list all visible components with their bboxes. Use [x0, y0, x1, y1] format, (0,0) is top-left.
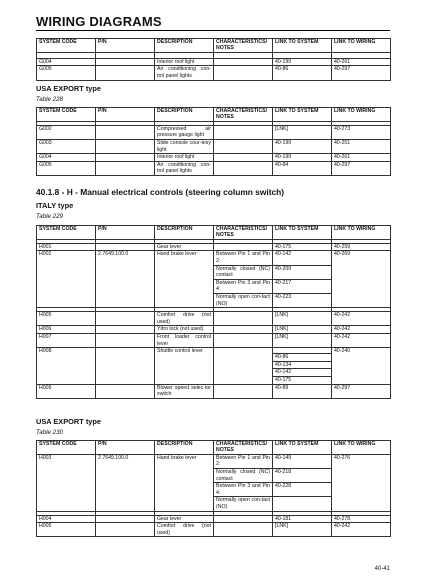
- col-header: P/N: [96, 441, 155, 455]
- col-header: SYSTEM CODE: [37, 441, 96, 455]
- cell-pn: [96, 333, 155, 347]
- table-row: [37, 251, 391, 265]
- cell-notes: [214, 243, 273, 251]
- cell-notes: [214, 523, 273, 537]
- cell-wiring: 40-259: [332, 243, 391, 251]
- table-row: [37, 515, 391, 523]
- cell-pn: [96, 523, 155, 537]
- cell-sys: 40-89: [273, 384, 332, 398]
- col-header: LINK TO SYSTEM: [273, 226, 332, 240]
- table-row: [37, 161, 391, 175]
- table-header: [37, 39, 391, 53]
- cell-sys: 40-149: [273, 454, 332, 468]
- cell-wiring: 40-276: [332, 454, 391, 511]
- cell-sys: 40-181: [273, 515, 332, 523]
- cell-sys: 40-218: [273, 469, 332, 483]
- cell-desc: Interior roof light: [155, 58, 214, 66]
- table-row: [37, 66, 391, 80]
- usa-export-heading: USA EXPORT type: [36, 84, 102, 93]
- section-title: 40.1.8 - H - Manual electrical controls (steering column switch): [36, 187, 285, 197]
- cell-notes: Between Pin 1 and Pin 2:: [214, 251, 273, 265]
- cell-sys: 40-199: [273, 58, 332, 66]
- cell-wiring: 40-242: [332, 326, 391, 334]
- cell-wiring: 40-240: [332, 348, 391, 384]
- table-label: Table 229: [36, 213, 63, 220]
- page-title: WIRING DIAGRAMS: [36, 14, 162, 29]
- table-230: [36, 440, 391, 537]
- cell-sys: [LNK]: [273, 326, 332, 334]
- cell-desc: Comfort drive (not used): [155, 312, 214, 326]
- cell-sys: 40-86: [273, 66, 332, 80]
- col-header: LINK TO SYSTEM: [273, 108, 332, 122]
- table-header: [37, 108, 391, 122]
- cell-wiring: 40-261: [332, 154, 391, 162]
- cell-sys: 40-175: [273, 243, 332, 251]
- cell-code: H007: [37, 333, 96, 347]
- cell-desc: Ydro lock (not used): [155, 326, 214, 334]
- table-row: [37, 154, 391, 162]
- cell-sys: [273, 497, 332, 511]
- cell-pn: [96, 243, 155, 251]
- col-header: CHARACTERISTICS/ NOTES: [214, 108, 273, 122]
- cell-code: G002: [37, 125, 96, 139]
- cell-code: H005: [37, 523, 96, 537]
- cell-wiring: 40-251: [332, 140, 391, 154]
- cell-sys: 40-142: [273, 251, 332, 265]
- col-header: P/N: [96, 108, 155, 122]
- col-header: LINK TO WIRING: [332, 39, 391, 53]
- cell-desc: Front loader control lever: [155, 333, 214, 347]
- table-row: [37, 523, 391, 537]
- cell-notes: [214, 312, 273, 326]
- cell-code: G005: [37, 66, 96, 80]
- cell-pn: [96, 348, 155, 384]
- cell-notes: [214, 140, 273, 154]
- cell-wiring: 40-261: [332, 58, 391, 66]
- table-row: [37, 312, 391, 326]
- cell-code: H006: [37, 326, 96, 334]
- cell-code: G004: [37, 58, 96, 66]
- cell-desc: Shuttle control lever: [155, 348, 214, 384]
- table-row: [37, 140, 391, 154]
- cell-notes: Between Pin 3 and Pin 4:: [214, 279, 273, 293]
- col-header: CHARACTERISTICS/ NOTES: [214, 226, 273, 240]
- cell-pn: [96, 154, 155, 162]
- cell-code: H002: [37, 251, 96, 308]
- cell-code: H003: [37, 454, 96, 511]
- cell-sys: 40-199: [273, 154, 332, 162]
- cell-notes: Between Pin 3 and Pin 4:: [214, 483, 273, 497]
- col-header: LINK TO WIRING: [332, 226, 391, 240]
- cell-pn: [96, 312, 155, 326]
- cell-desc: Hand brake lever: [155, 454, 214, 511]
- cell-notes: [214, 161, 273, 175]
- table-row: [37, 454, 391, 468]
- table-row: [37, 243, 391, 251]
- cell-notes: [214, 515, 273, 523]
- cell-notes: Normally closed (NC) contact: [214, 469, 273, 483]
- table-row: [37, 326, 391, 334]
- cell-desc: Air conditioning con-trol panel lights: [155, 161, 214, 175]
- cell-desc: Blower speed selec-tor switch: [155, 384, 214, 398]
- cell-sys: 40-84: [273, 161, 332, 175]
- table-header: [37, 441, 391, 455]
- col-header: P/N: [96, 226, 155, 240]
- col-header: LINK TO SYSTEM: [273, 441, 332, 455]
- cell-sys: 40-199: [273, 140, 332, 154]
- table-label: Table 228: [36, 96, 63, 103]
- cell-wiring: 40-297: [332, 66, 391, 80]
- table-row: [37, 348, 391, 354]
- cell-wiring: 40-242: [332, 523, 391, 537]
- cell-code: H005: [37, 312, 96, 326]
- table-continued: [36, 38, 391, 81]
- cell-desc: Interior roof light: [155, 154, 214, 162]
- cell-sys: [LNK]: [273, 523, 332, 537]
- cell-desc: Compressed air pressure gauge light: [155, 125, 214, 139]
- table-229: [36, 225, 391, 399]
- table-header: [37, 226, 391, 240]
- col-header: P/N: [96, 39, 155, 53]
- cell-pn: 2.7649.100.0: [96, 454, 155, 511]
- table-228: [36, 107, 391, 176]
- cell-wiring: 40-269: [332, 251, 391, 308]
- cell-wiring: 40-273: [332, 125, 391, 139]
- table-row: [37, 58, 391, 66]
- table-row: [37, 384, 391, 398]
- table-row: [37, 125, 391, 139]
- col-header: SYSTEM CODE: [37, 108, 96, 122]
- cell-notes: [214, 348, 273, 384]
- cell-pn: [96, 140, 155, 154]
- cell-wiring: 40-297: [332, 161, 391, 175]
- cell-pn: 2.7649.100.0: [96, 251, 155, 308]
- cell-sys: 40-175: [273, 376, 332, 384]
- cell-desc: Comfort drive (not used): [155, 523, 214, 537]
- cell-notes: [214, 125, 273, 139]
- cell-code: H009: [37, 384, 96, 398]
- cell-wiring: 40-297: [332, 384, 391, 398]
- cell-pn: [96, 125, 155, 139]
- cell-sys: 40-86: [273, 354, 332, 362]
- col-header: CHARACTERISTICS/ NOTES: [214, 39, 273, 53]
- cell-notes: Normally closed (NC) contact: [214, 265, 273, 279]
- cell-pn: [96, 66, 155, 80]
- cell-wiring: 40-242: [332, 333, 391, 347]
- cell-sys: 40-223: [273, 293, 332, 307]
- col-header: CHARACTERISTICS/ NOTES: [214, 441, 273, 455]
- cell-notes: Normally open con-tact (NO): [214, 497, 273, 511]
- cell-notes: Normally open con-tact (NO): [214, 293, 273, 307]
- cell-code: G003: [37, 140, 96, 154]
- cell-sys: [LNK]: [273, 312, 332, 326]
- cell-notes: [214, 66, 273, 80]
- cell-desc: Gear lever: [155, 243, 214, 251]
- col-header: LINK TO SYSTEM: [273, 39, 332, 53]
- cell-code: H008: [37, 348, 96, 384]
- cell-wiring: 40-278: [332, 515, 391, 523]
- col-header: DESCRIPTION: [155, 441, 214, 455]
- col-header: SYSTEM CODE: [37, 226, 96, 240]
- col-header: DESCRIPTION: [155, 39, 214, 53]
- cell-sys: [LNK]: [273, 333, 332, 347]
- cell-wiring: 40-242: [332, 312, 391, 326]
- page-number: 40-41: [374, 566, 390, 572]
- col-header: DESCRIPTION: [155, 226, 214, 240]
- cell-desc: Gear lever: [155, 515, 214, 523]
- usa-export-heading-2: USA EXPORT type: [36, 417, 102, 426]
- cell-pn: [96, 515, 155, 523]
- col-header: SYSTEM CODE: [37, 39, 96, 53]
- cell-sys: [LNK]: [273, 125, 332, 139]
- cell-notes: Between Pin 1 and Pin 2:: [214, 454, 273, 468]
- cell-pn: [96, 58, 155, 66]
- cell-notes: [214, 154, 273, 162]
- cell-code: H004: [37, 515, 96, 523]
- cell-pn: [96, 161, 155, 175]
- cell-sys: 40-217: [273, 279, 332, 293]
- cell-sys: 40-228: [273, 483, 332, 497]
- cell-sys: 40-134: [273, 361, 332, 369]
- col-header: LINK TO WIRING: [332, 108, 391, 122]
- cell-code: H001: [37, 243, 96, 251]
- cell-code: G004: [37, 154, 96, 162]
- cell-notes: [214, 384, 273, 398]
- cell-notes: [214, 326, 273, 334]
- cell-pn: [96, 326, 155, 334]
- title-rule: [36, 30, 390, 31]
- cell-desc: Air conditioning con-trol panel lights: [155, 66, 214, 80]
- cell-desc: Slide console cour-tesy light: [155, 140, 214, 154]
- cell-desc: Hand brake lever: [155, 251, 214, 308]
- cell-pn: [96, 384, 155, 398]
- col-header: DESCRIPTION: [155, 108, 214, 122]
- col-header: LINK TO WIRING: [332, 441, 391, 455]
- cell-notes: [214, 58, 273, 66]
- cell-notes: [214, 333, 273, 347]
- table-label: Table 230: [36, 429, 63, 436]
- italy-heading: ITALY type: [36, 201, 74, 210]
- cell-sys: 40-209: [273, 265, 332, 279]
- cell-sys: 40-142: [273, 369, 332, 377]
- cell-code: G005: [37, 161, 96, 175]
- table-row: [37, 333, 391, 347]
